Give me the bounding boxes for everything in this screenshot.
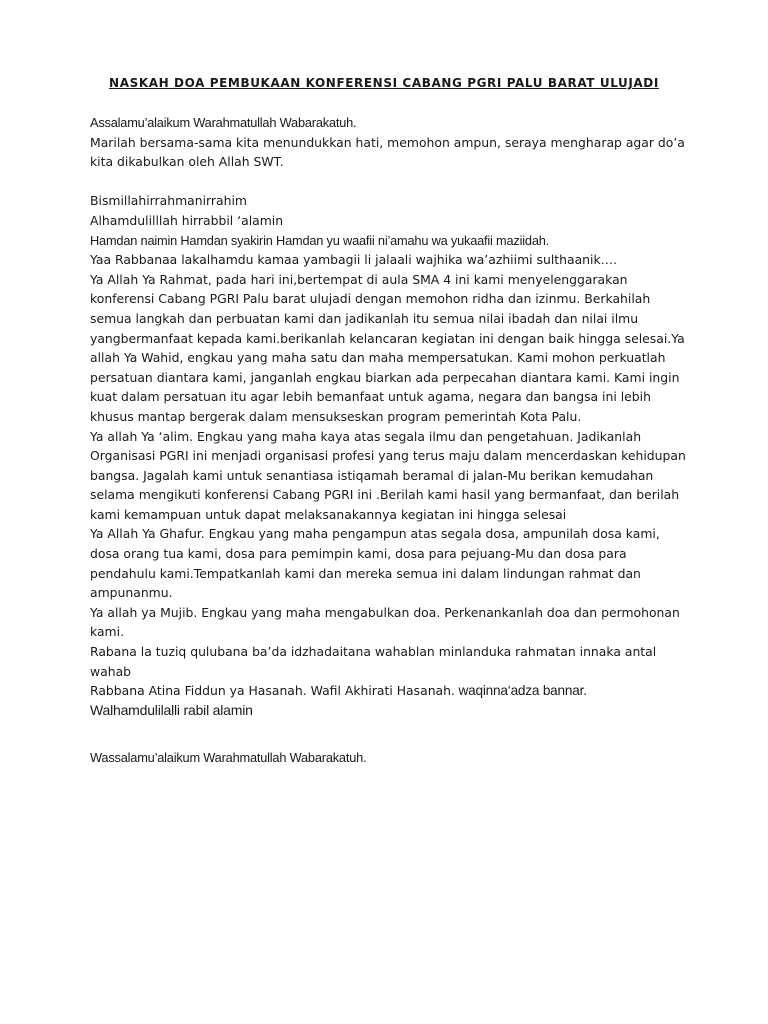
spacer (90, 720, 690, 748)
walhamdu-text: Walhamdulilalli rabil alamin (90, 701, 253, 718)
prayer-paragraph-3: Ya Allah Ya Ghafur. Engkau yang maha pengampun atas segala dosa, ampunilah dosa kami, dosa orang tua kami, dosa para pemimpin kami, dosa para pejuang-Mu dan dosa para pendahulu kami.Tempatkanlah kami dan mereka semua ini dalam lindungan rahmat dan ampunanmu. (90, 526, 660, 601)
rabbana-atina-text: Rabbana Atina Fiddun ya Hasanah. Wafil Akhirati Hasanah. (90, 683, 455, 699)
prayer-paragraph-1: Ya Allah Ya Rahmat, pada hari ini,bertempat di aula SMA 4 ini kami menyelenggarakan konferensi Cabang PGRI Palu barat ulujadi dengan memohon ridha dan izinmu. Berkahilah semua langkah dan perbuatan kami dan jadikanlah itu semua nilai ibadah dan nilai ilmu yangbermanfaat kepada kami.berikanlah kelancaran kegiatan ini dengan baik hingga selesai.Ya allah Ya Wahid, engkau yang maha satu dan maha mempersatukan. Kami mohon perkuatlah persatuan diantara kami, janganlah engkau biarkan ada perpecahan diantara kami. Kami ingin kuat dalam persatuan itu agar lebih bemanfaat untuk agama, negara dan bangsa ini lebih khusus mantap bergerak dalam mensukseskan program pemerintah Kota Palu. (90, 271, 685, 424)
closing-text: Wassalamu’alaikum Warahmatullah Wabarakatuh. (90, 750, 367, 766)
spacer (90, 172, 690, 192)
rabana-text: Rabana la tuziq qulubana ba’da idzhadaitana wahablan minlanduka rahmatan innaka antal wahab (90, 644, 657, 679)
document-title: NASKAH DOA PEMBUKAAN KONFERENSI CABANG PGRI PALU BARAT ULUJADI (109, 76, 659, 90)
rabbanaa-text: Yaa Rabbanaa lakalhamdu kamaa yambagii li jalaali wajhika wa’azhiimi sulthaanik…. (90, 252, 617, 268)
hamdalah-text: Alhamdulilllah hirrabbil ‘alamin (90, 212, 284, 228)
intro-paragraph: Marilah bersama-sama kita menundukkan hati, memohon ampun, seraya mengharap agar do’a kita dikabulkan oleh Allah SWT. (90, 134, 685, 170)
prayer-paragraph-4: Ya allah ya Mujib. Engkau yang maha mengabulkan doa. Perkenankanlah doa dan permohonan kami. (90, 604, 680, 640)
prayer-paragraph-2: Ya allah Ya ‘alim. Engkau yang maha kaya atas segala ilmu dan pengetahuan. Jadikanlah Organisasi PGRI ini menjadi organisasi profesi yang terus maju dalam mencerdaskan kehidupan bangsa. Jagalah kami untuk senantiasa istiqamah beramal di jalan-Mu berikan kemudahan selama mengikuti konferensi Cabang PGRI ini .Berilah kami hasil yang bermanfaat, dan berilah kami kemampuan untuk dapat melaksanakannya kegiatan ini hingga selesai (90, 428, 686, 522)
document-body (90, 113, 690, 768)
greeting-text: Assalamu’alaikum Warahmatullah Wabarakatuh. (90, 115, 357, 130)
basmalah-text: Bismillahirrahmanirrahim (90, 193, 247, 209)
hamdan-text: Hamdan naimin Hamdan syakirin Hamdan yu waafii ni’amahu wa yukaafii maziidah. (90, 232, 550, 248)
waqinna-text: waqinna‘adza bannar. (454, 683, 587, 699)
rabbana-atina-line (90, 681, 690, 701)
